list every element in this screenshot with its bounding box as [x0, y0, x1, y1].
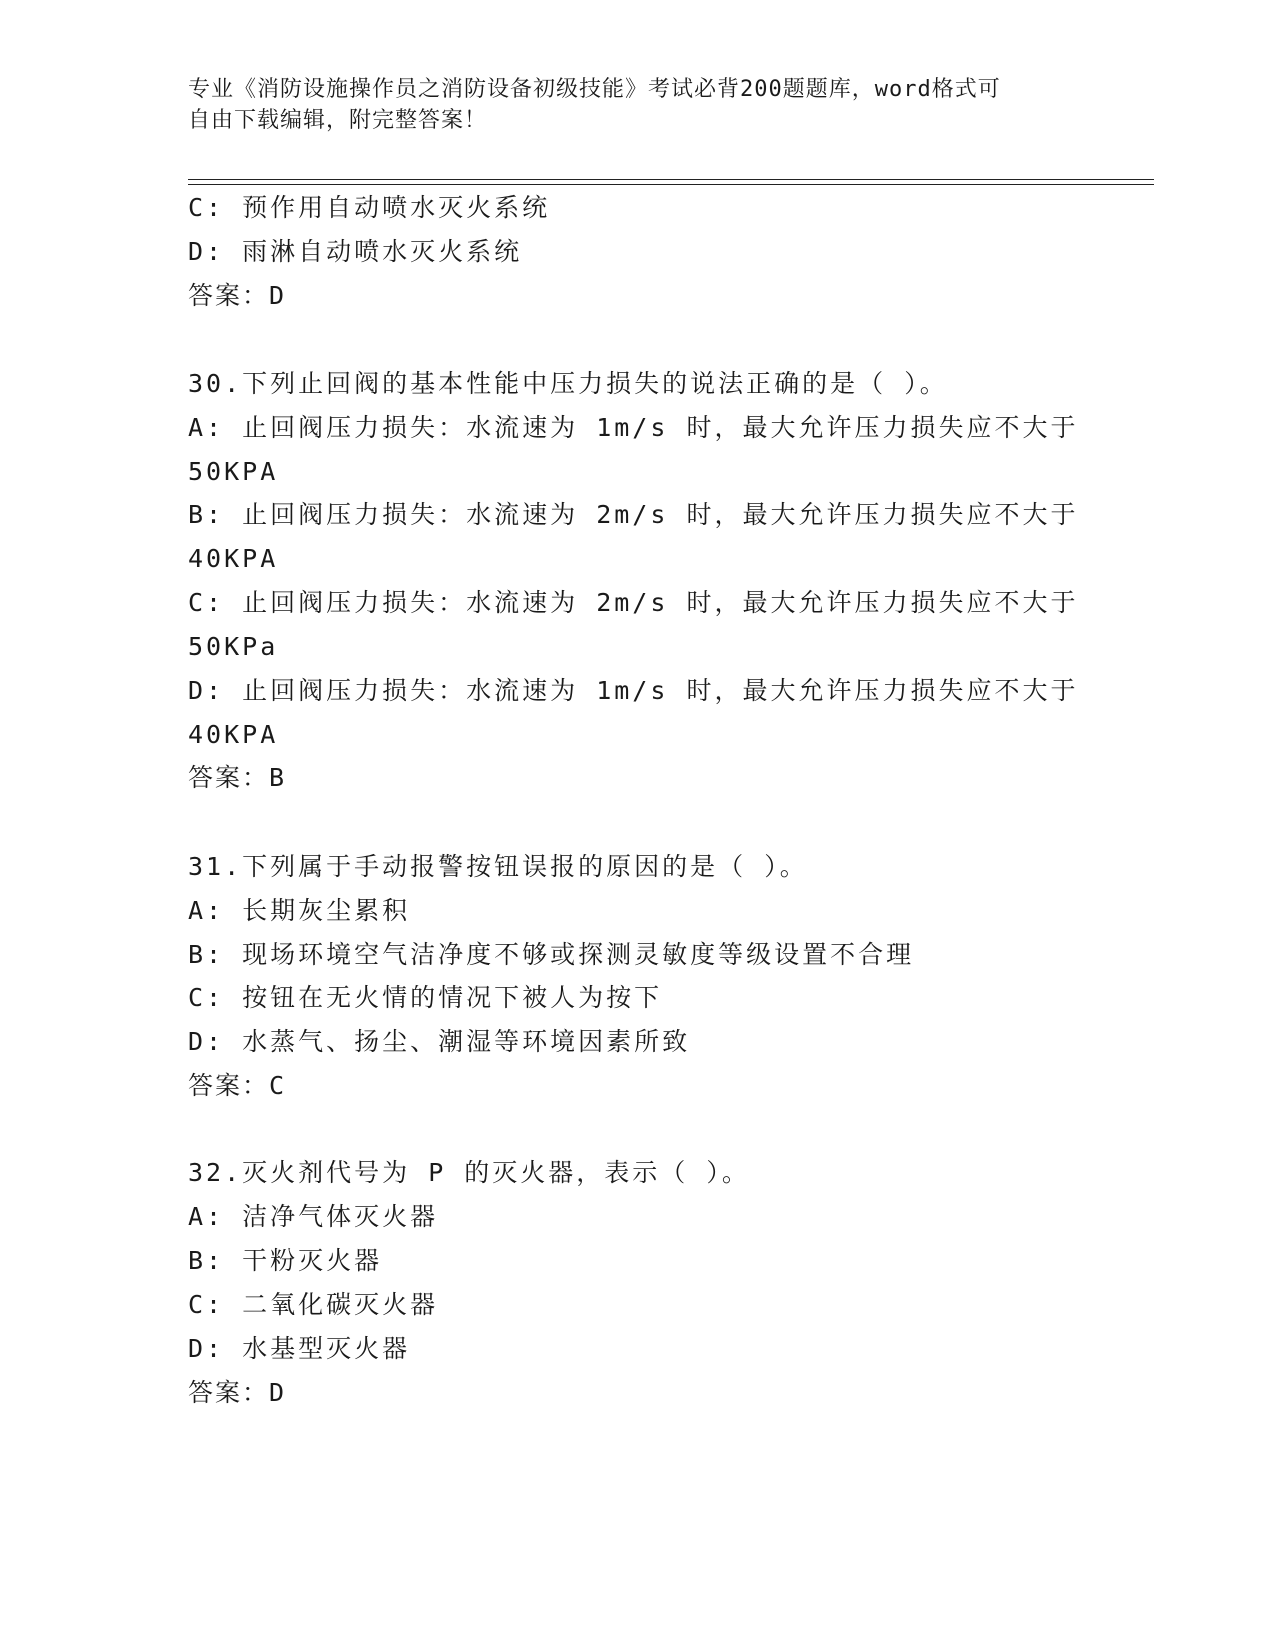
q32-option-b: B: 干粉灭火器	[188, 1246, 383, 1275]
q30-option-a: A: 止回阀压力损失：水流速为 1m/s 时，最大允许压力损失应不大于	[188, 413, 1079, 442]
q29-option-d: D: 雨淋自动喷水灭火系统	[188, 237, 523, 266]
q30-stem: 30.下列止回阀的基本性能中压力损失的说法正确的是（ ）。	[188, 369, 948, 398]
q29-option-c: C: 预作用自动喷水灭火系统	[188, 193, 551, 222]
q31-stem: 31.下列属于手动报警按钮误报的原因的是（ ）。	[188, 852, 808, 881]
header-line-2: 自由下载编辑，附完整答案！	[188, 108, 488, 133]
q32-option-d: D: 水基型灭火器	[188, 1334, 411, 1363]
header-line-1: 专业《消防设施操作员之消防设备初级技能》考试必背200题题库，word格式可	[188, 77, 1001, 102]
header-divider-bottom	[188, 184, 1154, 185]
q31-option-d: D: 水蒸气、扬尘、潮湿等环境因素所致	[188, 1027, 691, 1056]
q30-option-c-cont: 50KPa	[188, 632, 279, 661]
q29-answer: 答案：D	[188, 281, 287, 310]
document-header	[188, 74, 1068, 136]
q32-answer: 答案：D	[188, 1378, 287, 1407]
q31-answer: 答案：C	[188, 1071, 287, 1100]
q30-option-d: D: 止回阀压力损失：水流速为 1m/s 时，最大允许压力损失应不大于	[188, 676, 1079, 705]
q31-option-b: B: 现场环境空气洁净度不够或探测灵敏度等级设置不合理	[188, 940, 915, 969]
q30-option-a-cont: 50KPA	[188, 457, 279, 486]
q32-option-c: C: 二氧化碳灭火器	[188, 1290, 439, 1319]
header-divider-top	[188, 179, 1154, 180]
q30-option-b: B: 止回阀压力损失：水流速为 2m/s 时，最大允许压力损失应不大于	[188, 500, 1079, 529]
q30-answer: 答案：B	[188, 763, 287, 792]
q32-option-a: A: 洁净气体灭火器	[188, 1202, 439, 1231]
q32-stem: 32.灭火剂代号为 P 的灭火器，表示（ ）。	[188, 1158, 750, 1187]
q30-option-b-cont: 40KPA	[188, 544, 279, 573]
q30-option-d-cont: 40KPA	[188, 720, 279, 749]
q31-option-a: A: 长期灰尘累积	[188, 896, 411, 925]
q31-option-c: C: 按钮在无火情的情况下被人为按下	[188, 983, 663, 1012]
q30-option-c: C: 止回阀压力损失：水流速为 2m/s 时，最大允许压力损失应不大于	[188, 588, 1079, 617]
